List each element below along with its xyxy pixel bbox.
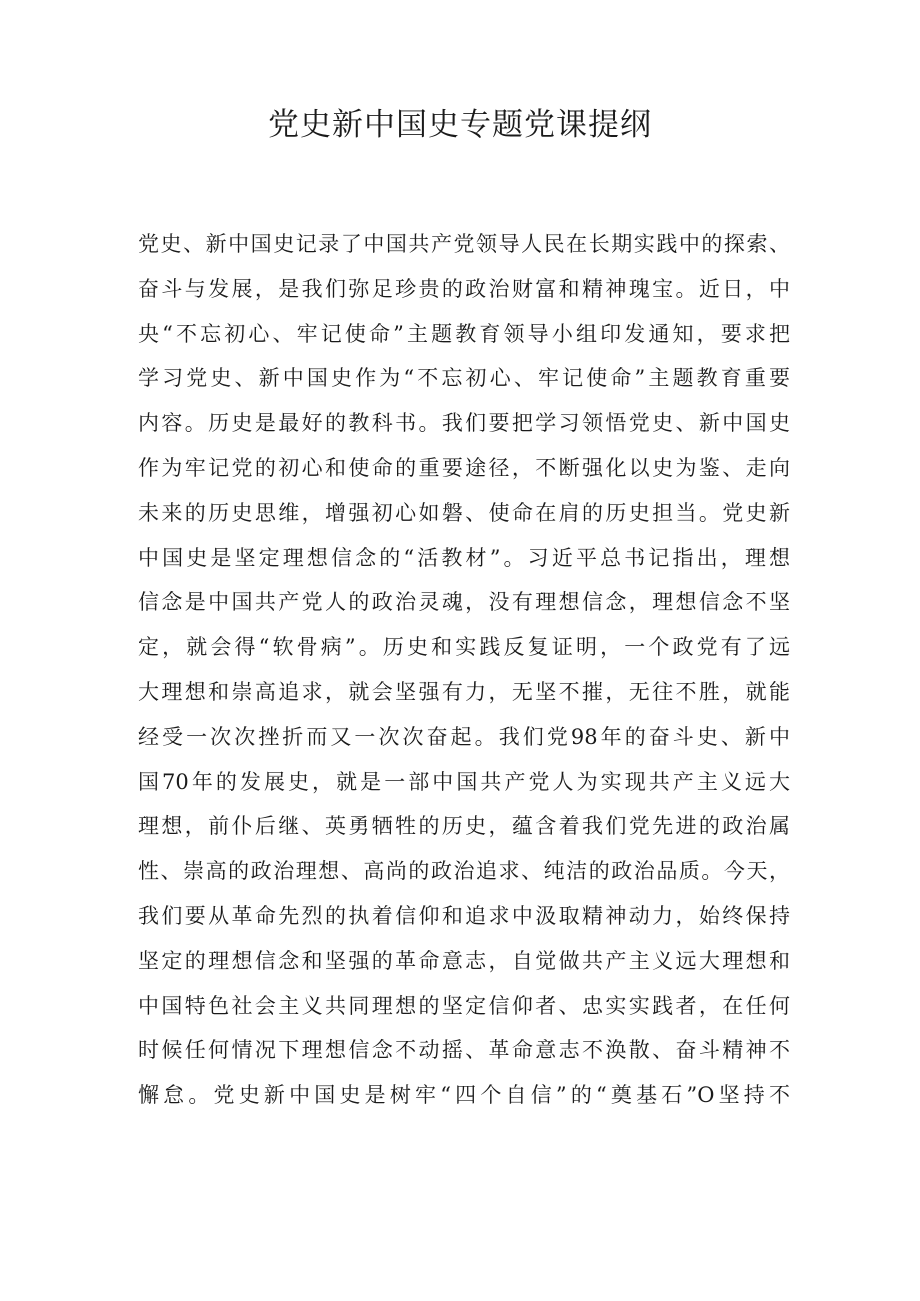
body-line: 坚定的理想信念和坚强的革命意志，自觉做共产主义远大理想和 (138, 948, 790, 973)
body-line: 党史、新中国史记录了中国共产党领导人民在长期实践中的探索、 (138, 232, 790, 256)
body-line: 理想，前仆后继、英勇牺牲的历史，蕴含着我们党先进的政治属 (138, 814, 790, 839)
body-line: 国70年的发展史，就是一部中国共产党人为实现共产主义远大 (138, 769, 790, 794)
body-line: 中国特色社会主义共同理想的坚定信仰者、忠实实践者，在任何 (138, 993, 790, 1018)
body-line: 信念是中国共产党人的政治灵魂，没有理想信念，理想信念不坚 (138, 590, 790, 615)
body-line: 央“不忘初心、牢记使命”主题教育领导小组印发通知，要求把 (138, 321, 790, 346)
body-line: 性、崇高的政治理想、高尚的政治追求、纯洁的政治品质。今天， (138, 859, 790, 884)
document-title: 党史新中国史专题党课提纲 (268, 107, 652, 143)
body-line: 学习党史、新中国史作为“不忘初心、牢记使命”主题教育重要 (138, 366, 790, 391)
body-line: 我们要从革命先烈的执着信仰和追求中汲取精神动力，始终保持 (138, 903, 790, 928)
body-line: 中国史是坚定理想信念的“活教材”。习近平总书记指出，理想 (138, 545, 790, 570)
body-line: 作为牢记党的初心和使命的重要途径，不断强化以史为鉴、走向 (138, 455, 790, 480)
body-line: 懈怠。党史新中国史是树牢“四个自信”的“奠基石”O坚持不 (138, 1083, 790, 1108)
body-line: 时候任何情况下理想信念不动摇、革命意志不涣散、奋斗精神不 (138, 1038, 790, 1063)
body-line: 内容。历史是最好的教科书。我们要把学习领悟党史、新中国史 (138, 411, 790, 436)
body-line: 定，就会得“软骨病”。历史和实践反复证明，一个政党有了远 (138, 635, 790, 660)
body-line: 经受一次次挫折而又一次次奋起。我们党98年的奋斗史、新中 (138, 724, 790, 749)
body-line: 大理想和崇高追求，就会坚强有力，无坚不摧，无往不胜，就能 (138, 679, 790, 704)
body-line: 未来的历史思维，增强初心如磐、使命在肩的历史担当。党史新 (138, 500, 790, 525)
document-body (138, 222, 790, 1118)
body-line: 奋斗与发展，是我们弥足珍贵的政治财富和精神瑰宝。近日，中 (138, 276, 790, 301)
